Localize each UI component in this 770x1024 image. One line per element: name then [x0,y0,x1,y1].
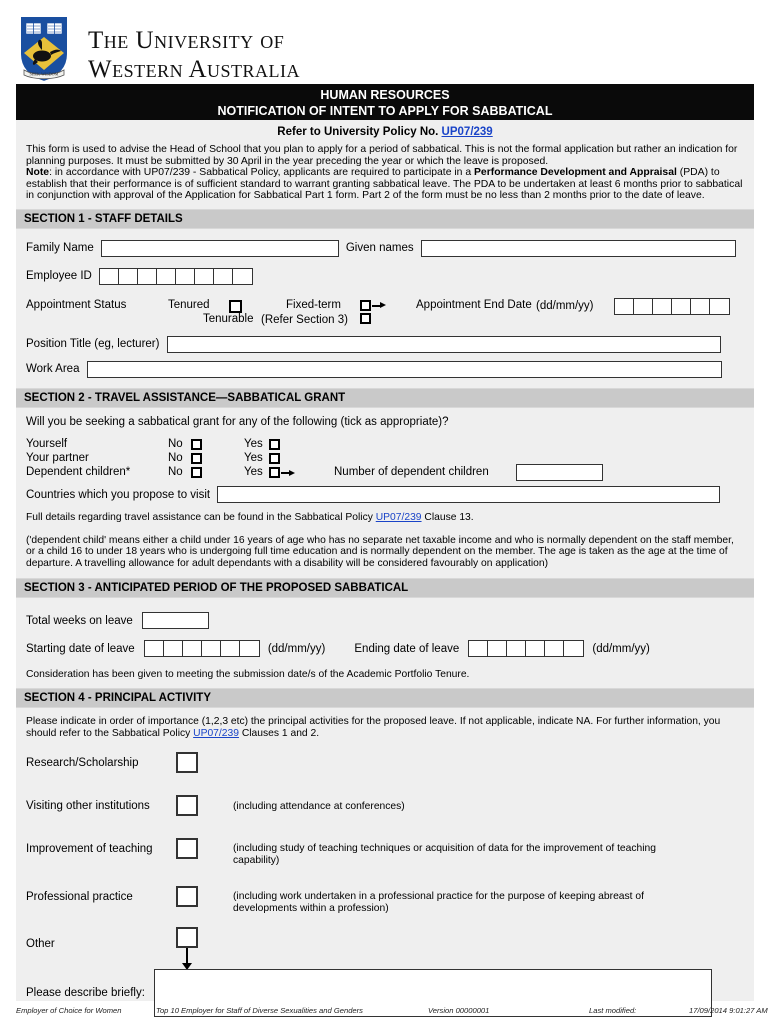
date-cell[interactable] [545,641,564,656]
countries-row [16,486,754,503]
employee-id-cell[interactable] [195,269,214,284]
given-names-input[interactable] [421,240,736,257]
intro-note-paragraph [26,167,746,202]
children-yes-label: Yes [244,466,263,479]
section-1-header: SECTION 1 - STAFF DETAILS [16,209,754,229]
intro-text-block [16,144,754,202]
note-part-2: (PDA) to establish that their performance is of sufficient standard to warrant granting sabbatical leave. The PDA to be undertaken at least 6 months prior to sabbatical in conjunction with approval of the Application for Sabbatical Part 1 form. Part 2 of the form must be no less than 2 months prior to the date of leave. [26,167,743,202]
improvement-teaching-label: Improvement of teaching [26,843,153,856]
date-cell[interactable] [488,641,507,656]
work-area-row [16,361,754,378]
section-3-header: SECTION 3 - ANTICIPATED PERIOD OF THE PROPOSED SABBATICAL [16,578,754,598]
uwa-crest-logo [16,14,72,84]
employee-id-cell[interactable] [176,269,195,284]
starting-date-input[interactable] [144,640,260,657]
date-cell[interactable] [710,299,729,314]
travel-note-suffix: Clause 13. [421,512,474,524]
dependent-child-definition: ('dependent child' means either a child under 16 years of age who has no separate net taxable income and who is normally dependent on the staff member, or a child 16 to under 18 years who is undergoing full time education and is normally dependent on the member. The age is taken as the age at the time of departure. A travelling allowance for adult dependants with a disability will be considered favourably on application) [26,534,734,569]
form-body [16,120,754,1001]
activity-research-row [16,752,754,778]
policy-link-section4[interactable]: UP07/239 [193,727,239,739]
employee-id-cell[interactable] [119,269,138,284]
partner-label: Your partner [26,452,89,465]
children-yes-checkbox[interactable] [269,467,280,478]
section-4-header: SECTION 4 - PRINCIPAL ACTIVITY [16,688,754,708]
refer-prefix: Refer to University Policy No. [277,126,442,138]
position-title-label: Position Title [26,338,92,351]
date-cell[interactable] [653,299,672,314]
date-cell[interactable] [221,641,240,656]
research-scholarship-checkbox[interactable] [176,752,198,773]
footer-last-modified-label: Last modified: [589,1006,637,1015]
tenured-checkbox[interactable] [229,300,242,313]
position-title-note: (eg, lecturer) [94,338,160,351]
fixed-term-checkbox[interactable] [360,300,371,311]
tenurable-checkbox[interactable] [360,313,371,324]
activity-professional-row [16,886,754,916]
professional-practice-label: Professional practice [26,891,133,904]
date-cell[interactable] [507,641,526,656]
instruction-part-1: Please indicate in order of importance (1,2,3 etc) the principal activities for the proposed leave. If not applicable, indicate NA. For further information, you should refer to the Sabbatical Policy [26,716,721,739]
travel-note-prefix: Full details regarding travel assistance can be found in the Sabbatical Policy [26,512,376,524]
partner-no-checkbox[interactable] [191,453,202,464]
children-no-checkbox[interactable] [191,467,202,478]
employee-id-cell[interactable] [100,269,119,284]
total-weeks-row [16,612,754,629]
date-cell[interactable] [564,641,583,656]
note-bold-text: Performance Development and Appraisal [474,167,677,179]
research-scholarship-label: Research/Scholarship [26,757,139,770]
date-cell[interactable] [145,641,164,656]
fixed-term-label: Fixed-term [286,298,341,311]
employee-id-cell[interactable] [233,269,252,284]
footer-employer-choice: Employer of Choice for Women [16,1006,122,1015]
other-checkbox[interactable] [176,927,198,948]
partner-yes-label: Yes [244,452,263,465]
professional-practice-checkbox[interactable] [176,886,198,907]
professional-practice-note: (including work undertaken in a professional practice for the purpose of keeping abreast of developments within a profession) [233,891,644,914]
tenurable-label: Tenurable [203,312,254,325]
policy-link-section2[interactable]: UP07/239 [375,512,422,524]
footer-last-modified-value: 17/09/2014 9:01:27 AM [689,1006,768,1015]
leave-dates-row [16,640,754,657]
partner-yes-checkbox[interactable] [269,453,280,464]
ending-date-format: (dd/mm/yy) [592,642,650,655]
date-cell[interactable] [183,641,202,656]
employee-id-input[interactable] [99,268,253,285]
appointment-end-date-input[interactable] [614,298,730,315]
date-cell[interactable] [615,299,634,314]
date-cell[interactable] [240,641,259,656]
arrow-right-icon [281,469,295,477]
yourself-label: Yourself [26,438,68,451]
tenurable-note: (Refer Section 3) [261,313,348,326]
arrow-right-icon [372,302,386,310]
work-area-label: Work Area [26,363,80,376]
employee-id-cell[interactable] [214,269,233,284]
title-line-1: HUMAN RESOURCES [320,88,450,102]
employee-id-cell[interactable] [157,269,176,284]
grant-options-block [16,438,754,480]
appointment-status-label: Appointment Status [26,298,127,311]
yourself-no-checkbox[interactable] [191,439,202,450]
date-cell[interactable] [164,641,183,656]
wordmark-line-1: The University of [88,27,285,54]
date-cell[interactable] [691,299,710,314]
activity-visiting-row [16,795,754,821]
uwa-wordmark [88,26,300,84]
note-label: Note [26,167,50,179]
travel-assistance-note [16,512,754,524]
masthead [0,0,770,84]
activity-teaching-row [16,838,754,868]
visiting-institutions-label: Visiting other institutions [26,800,150,813]
footer-version: Version 00000001 [428,1006,490,1015]
appointment-end-date-label: Appointment End Date [416,298,532,311]
countries-input[interactable] [217,486,720,503]
partner-no-label: No [168,452,183,465]
date-cell[interactable] [469,641,488,656]
yourself-yes-checkbox[interactable] [269,439,280,450]
intro-paragraph-1: This form is used to advise the Head of School that you plan to apply for a period of sabbatical. This is not the formal application but rather an indication for planning purposes. It must be submitted by 30 April in the year preceding the year or which the leave is proposed. [26,144,738,167]
yourself-no-label: No [168,438,183,451]
refer-to-policy-line [16,120,754,144]
dependent-children-label: Dependent children* [26,466,131,479]
section-2-header: SECTION 2 - TRAVEL ASSISTANCE—SABBATICAL GRANT [16,388,754,408]
activity-other-row [16,933,754,963]
family-name-label: Family Name [26,242,94,255]
employee-id-cell[interactable] [138,269,157,284]
position-title-input[interactable] [167,336,721,353]
grant-question-text: Will you be seeking a sabbatical grant for any of the following (tick as appropriate)? [26,416,449,429]
ending-date-input[interactable] [468,640,584,657]
family-name-row [16,240,754,257]
number-children-input[interactable] [516,464,603,481]
instruction-part-2: Clauses 1 and 2. [238,727,320,739]
wordmark-line-2: Western Australia [88,56,301,83]
section-2-question [16,416,754,428]
family-name-input[interactable] [101,240,339,257]
footer-top-10-employer: Top 10 Employer for Staff of Diverse Sexualities and Genders [156,1006,363,1015]
ending-date-label: Ending date of leave [354,642,460,655]
note-part-1: : in accordance with UP07/239 - Sabbatical Policy, applicants are required to participate in a [49,167,474,179]
improvement-teaching-checkbox[interactable] [176,838,198,859]
starting-date-format: (dd/mm/yy) [267,642,326,655]
starting-date-label: Starting date of leave [26,642,135,655]
position-title-row [16,336,754,353]
title-line-2: NOTIFICATION OF INTENT TO APPLY FOR SABBATICAL [217,104,553,118]
visiting-institutions-checkbox[interactable] [176,795,198,816]
date-cell[interactable] [672,299,691,314]
work-area-input[interactable] [87,361,722,378]
employee-id-row [16,268,754,285]
number-children-label: Number of dependent children [334,466,489,479]
total-weeks-label: Total weeks on leave [26,614,133,627]
yourself-yes-label: Yes [244,438,263,451]
describe-briefly-label: Please describe briefly: [26,987,145,1000]
visiting-institutions-note: (including attendance at conferences) [233,801,405,813]
total-weeks-input[interactable] [142,612,209,629]
appointment-status-row [16,296,754,330]
consideration-note: Consideration has been given to meeting the submission date/s of the Academic Portfolio Tenure. [26,669,470,681]
svg-text:SEEK WISDOM: SEEK WISDOM [29,71,59,77]
given-names-label: Given names [345,242,414,255]
date-cell[interactable] [526,641,545,656]
describe-briefly-row [16,969,754,1017]
children-no-label: No [168,466,183,479]
countries-label: Countries which you propose to visit [26,488,211,501]
policy-link-header[interactable]: UP07/239 [441,126,493,138]
appointment-end-date-format: (dd/mm/yy) [536,299,594,312]
section-4-instruction [16,716,754,739]
tenured-label: Tenured [168,298,210,311]
form-title-bar [16,84,754,120]
employee-id-label: Employee ID [26,270,92,283]
date-cell[interactable] [202,641,221,656]
date-cell[interactable] [634,299,653,314]
other-label: Other [26,938,55,951]
improvement-teaching-note: (including study of teaching techniques or acquisition of data for the improvement of teaching capability) [233,843,656,866]
